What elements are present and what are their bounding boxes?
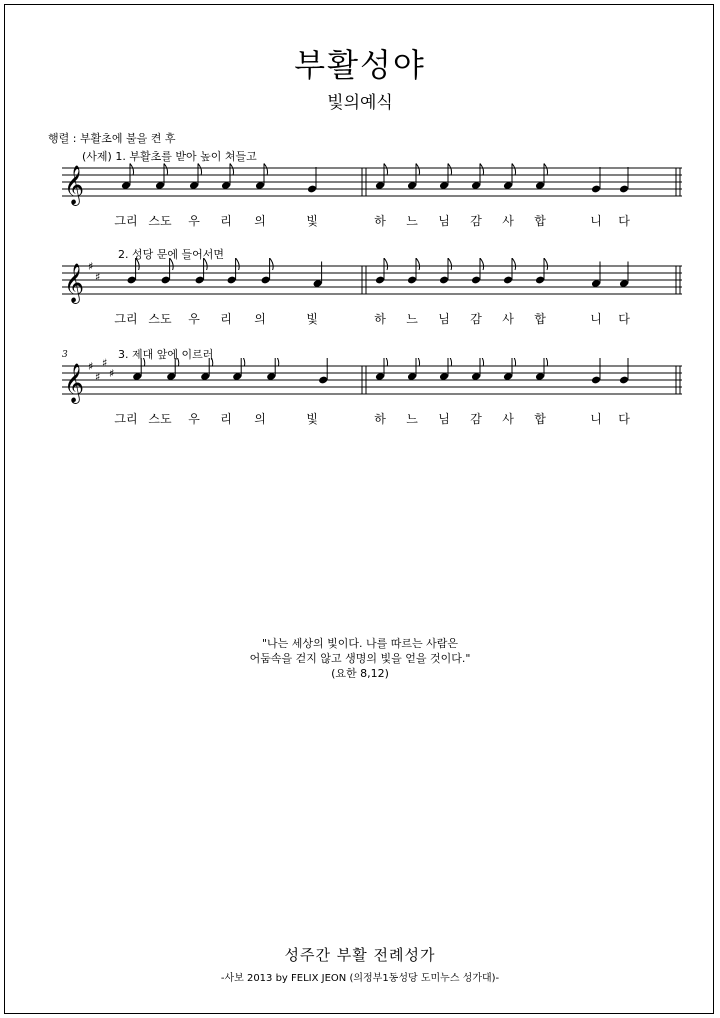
lyric-syllable: 하: [374, 214, 386, 228]
lyric-syllable: 감: [470, 412, 482, 426]
treble-clef-icon: 𝄞: [64, 165, 85, 205]
lyric-syllable: 우: [188, 312, 200, 326]
lyric-syllable: 느: [406, 312, 418, 326]
lyric-syllable: 합: [534, 214, 546, 228]
lyric-syllable: 스도: [148, 412, 172, 426]
note-flag: [204, 258, 208, 270]
note-flag: [480, 258, 484, 270]
lyric-syllable: 니: [590, 214, 602, 228]
footer-credit: -사보 2013 by FELIX JEON (의정부1동성당 도미누스 성가대)-: [220, 973, 500, 984]
note-flag: [480, 358, 484, 367]
lyric-syllable: 니: [590, 312, 602, 326]
lyric-syllable: 빛: [306, 214, 318, 228]
note-flag: [136, 258, 140, 270]
note-flag: [544, 358, 548, 367]
verse-label-2: 2. 성당 문에 들어서면: [118, 248, 224, 261]
lyric-syllable: 빛: [306, 412, 318, 426]
sharp-icon: ♯: [95, 270, 101, 284]
sharp-icon: ♯: [95, 370, 101, 384]
lyric-syllable: 합: [534, 312, 546, 326]
note-flag: [416, 358, 420, 367]
note-flag: [384, 164, 388, 176]
lyric-syllable: 리: [220, 312, 232, 326]
note-flag: [384, 258, 388, 270]
lyric-syllable: 스도: [148, 312, 172, 326]
lyric-syllable: 느: [406, 412, 418, 426]
lyric-syllable: 감: [470, 214, 482, 228]
page-title: 부활성야: [294, 46, 426, 84]
lyric-syllable: 의: [254, 312, 266, 326]
sharp-icon: ♯: [109, 367, 115, 380]
note-flag: [241, 358, 245, 367]
lyric-syllable: 하: [374, 312, 386, 326]
lyric-syllable: 빛: [306, 312, 318, 326]
verse-label-1: (사제) 1. 부활초를 받아 높이 쳐들고: [82, 150, 257, 163]
note-flag: [209, 358, 213, 367]
note-flag: [130, 164, 134, 176]
page-subtitle: 빛의예식: [327, 93, 393, 113]
lyric-syllable: 사: [502, 214, 514, 228]
lyric-syllable: 리: [220, 214, 232, 228]
sharp-icon: ♯: [88, 260, 94, 273]
treble-clef-icon: 𝄞: [64, 263, 85, 303]
verse-label-3: 3. 제대 앞에 이르러: [118, 348, 214, 361]
lyric-syllable: 리: [220, 412, 232, 426]
note-flag: [448, 164, 452, 176]
note-flag: [544, 258, 548, 270]
footer-title: 성주간 부활 전례성가: [284, 946, 436, 964]
note-flag: [170, 258, 174, 270]
quote-line-1: "나는 세상의 빛이다. 나를 따르는 사람은: [261, 637, 459, 650]
note-flag: [275, 358, 279, 367]
note-flag: [270, 258, 274, 270]
scripture-quote: [0, 636, 720, 681]
lyric-syllable: 다: [618, 214, 630, 228]
lyric-syllable: 합: [534, 412, 546, 426]
lyric-syllable: 그리: [114, 214, 138, 228]
lyric-syllable: 느: [406, 214, 418, 228]
lyric-syllable: 니: [590, 412, 602, 426]
lyric-syllable: 다: [618, 412, 630, 426]
note-flag: [384, 358, 388, 367]
note-flag: [480, 164, 484, 176]
note-flag: [175, 358, 179, 367]
lyric-syllable: 사: [502, 312, 514, 326]
note-flag: [141, 358, 145, 367]
lyric-syllable: 그리: [114, 412, 138, 426]
lyric-syllable: 그리: [114, 312, 138, 326]
note-flag: [198, 164, 202, 176]
note-flag: [448, 358, 452, 367]
note-flag: [544, 164, 548, 176]
lyric-syllable: 사: [502, 412, 514, 426]
note-flag: [416, 164, 420, 176]
sharp-icon: ♯: [88, 360, 94, 373]
lyric-syllable: 하: [374, 412, 386, 426]
lyric-syllable: 의: [254, 412, 266, 426]
staff-system-2: [62, 258, 682, 312]
lyric-syllable: 의: [254, 214, 266, 228]
lyric-syllable: 님: [438, 412, 450, 426]
lyric-syllable: 스도: [148, 214, 172, 228]
rubric-text: 행렬 : 부활초에 불을 켠 후: [48, 132, 176, 145]
note-flag: [164, 164, 168, 176]
lyric-syllable: 님: [438, 312, 450, 326]
lyric-syllable: 우: [188, 412, 200, 426]
note-flag: [448, 258, 452, 270]
lyric-syllable: 감: [470, 312, 482, 326]
lyric-syllable: 님: [438, 214, 450, 228]
note-flag: [512, 258, 516, 270]
note-flag: [512, 164, 516, 176]
lyric-syllable: 우: [188, 214, 200, 228]
quote-line-2: 어둠속을 걷지 않고 생명의 빛을 얻을 것이다.": [249, 652, 471, 665]
note-flag: [230, 164, 234, 176]
sharp-icon: ♯: [102, 358, 108, 370]
measure-number: 3: [62, 350, 68, 360]
staff-system-3: [62, 358, 682, 412]
note-flag: [512, 358, 516, 367]
note-flag: [236, 258, 240, 270]
lyric-syllable: 다: [618, 312, 630, 326]
treble-clef-icon: 𝄞: [64, 363, 85, 403]
note-flag: [416, 258, 420, 270]
note-flag: [264, 164, 268, 176]
quote-reference: (요한 8,12): [331, 667, 389, 680]
staff-system-1: [62, 160, 682, 214]
